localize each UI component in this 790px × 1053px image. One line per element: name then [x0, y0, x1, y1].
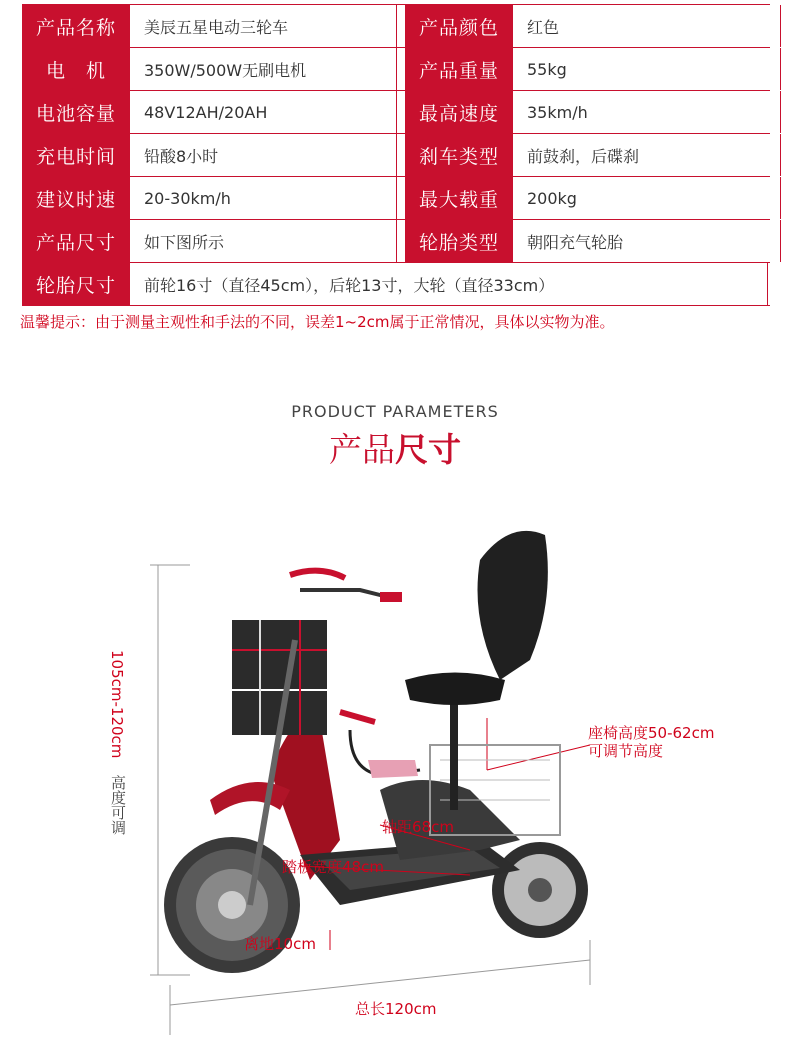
spec-label: 最大载重	[405, 177, 513, 219]
spec-value: 55kg	[513, 48, 781, 90]
spec-value: 20-30km/h	[130, 177, 397, 219]
spec-value: 红色	[513, 5, 781, 47]
spec-value: 前轮16寸（直径45cm），后轮13寸，大轮（直径33cm）	[130, 263, 768, 305]
spec-label: 建议时速	[22, 177, 130, 219]
spec-value: 前鼓刹，后碟刹	[513, 134, 781, 176]
section-heading-cn-a: 产品	[329, 430, 395, 469]
seat-height-label: 座椅高度50-62cm	[588, 724, 715, 742]
height-label: 105cm-120cm	[108, 650, 126, 759]
spec-value: 如下图所示	[130, 220, 397, 262]
tip-text: 温馨提示：由于测量主观性和手法的不同，误差1~2cm属于正常情况，具体以实物为准。	[20, 313, 615, 331]
spec-label: 轮胎尺寸	[22, 263, 130, 305]
total-length-label: 总长120cm	[355, 1000, 437, 1018]
section-heading-en: PRODUCT PARAMETERS	[291, 402, 499, 421]
spec-label: 充电时间	[22, 134, 130, 176]
section-heading-cn-b: 尺寸	[395, 430, 461, 469]
seat-note-label: 可调节高度	[588, 742, 664, 760]
spec-label: 轮胎类型	[405, 220, 513, 262]
pedal-width-label: 踏板宽度48cm	[282, 858, 384, 876]
spec-value: 35km/h	[513, 91, 781, 133]
spec-label: 产品尺寸	[22, 220, 130, 262]
spec-label: 产品名称	[22, 5, 130, 47]
spec-label: 产品重量	[405, 48, 513, 90]
spec-value: 48V12AH/20AH	[130, 91, 397, 133]
ground-clearance-label: 离地10cm	[244, 935, 316, 953]
spec-value: 朝阳充气轮胎	[513, 220, 781, 262]
spec-value: 美辰五星电动三轮车	[130, 5, 397, 47]
height-note-label: 高度可调	[109, 775, 127, 835]
spec-label: 刹车类型	[405, 134, 513, 176]
spec-label: 产品颜色	[405, 5, 513, 47]
spec-value: 350W/500W无刷电机	[130, 48, 397, 90]
spec-value: 铅酸8小时	[130, 134, 397, 176]
wheelbase-label: 轴距68cm	[382, 818, 454, 836]
spec-label: 电 机	[22, 48, 130, 90]
spec-value: 200kg	[513, 177, 781, 219]
spec-label: 最高速度	[405, 91, 513, 133]
spec-label: 电池容量	[22, 91, 130, 133]
